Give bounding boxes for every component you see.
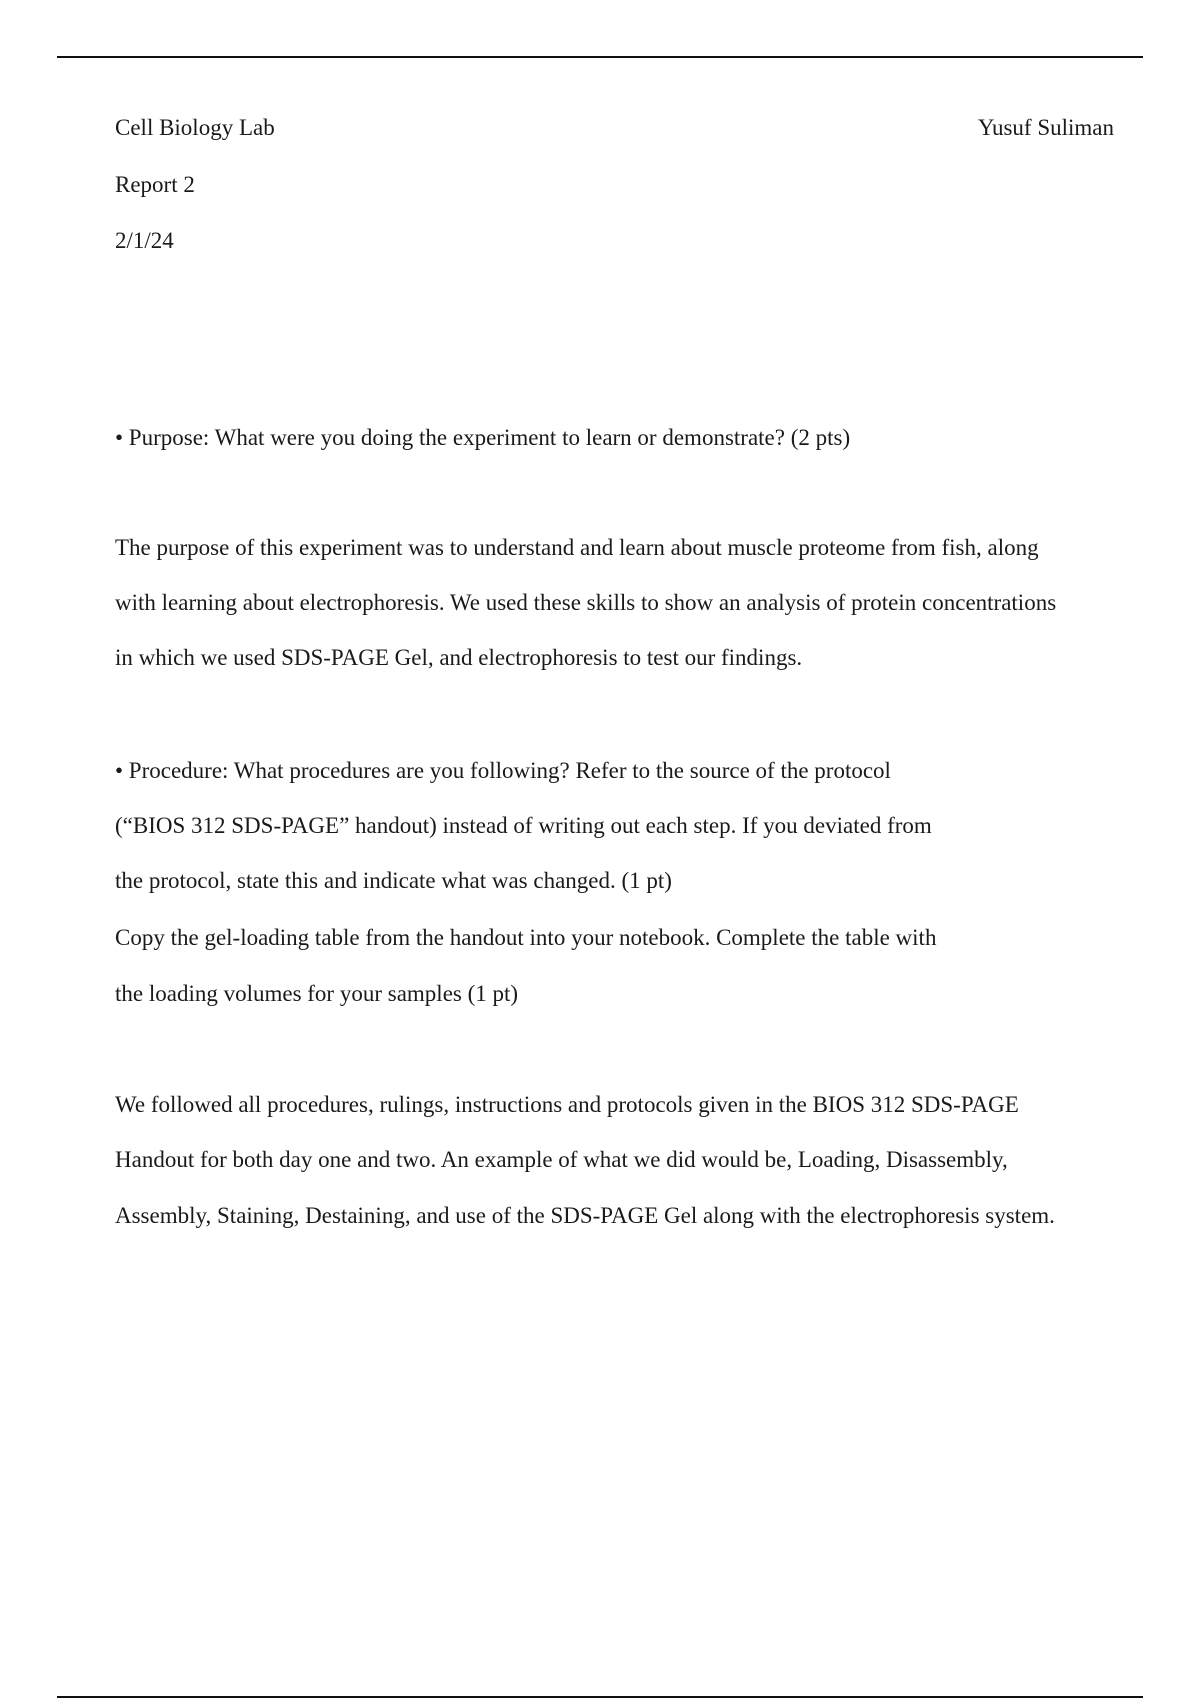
report-date: 2/1/24 [115,228,174,253]
procedure-answer-line: Handout for both day one and two. An example of what we did would be, Loading, Disassembly, [115,1147,1008,1172]
procedure-answer-line: Assembly, Staining, Destaining, and use of the SDS-PAGE Gel along with the electrophoresis system. [115,1203,1055,1228]
procedure-prompt-line: • Procedure: What procedures are you following? Refer to the source of the protocol [115,758,891,783]
procedure-prompt-line: (“BIOS 312 SDS-PAGE” handout) instead of writing out each step. If you deviated from [115,813,932,838]
purpose-prompt: • Purpose: What were you doing the experiment to learn or demonstrate? (2 pts) [115,425,851,450]
top-rule [57,56,1143,58]
procedure-prompt-line: the loading volumes for your samples (1 pt) [115,981,519,1006]
course-title: Cell Biology Lab [115,115,275,140]
report-number: Report 2 [115,172,195,197]
author-name: Yusuf Suliman [977,115,1114,140]
procedure-prompt-line: the protocol, state this and indicate what was changed. (1 pt) [115,868,672,893]
purpose-answer-line: in which we used SDS-PAGE Gel, and electrophoresis to test our findings. [115,645,803,670]
procedure-prompt-line: Copy the gel-loading table from the handout into your notebook. Complete the table with [115,925,937,950]
purpose-answer-line: with learning about electrophoresis. We used these skills to show an analysis of protein concentrations [115,590,1057,615]
procedure-answer-line: We followed all procedures, rulings, instructions and protocols given in the BIOS 312 SDS-PAGE [115,1092,1019,1117]
purpose-answer-line: The purpose of this experiment was to understand and learn about muscle proteome from fish, along [115,535,1039,560]
bottom-rule [57,1696,1143,1698]
